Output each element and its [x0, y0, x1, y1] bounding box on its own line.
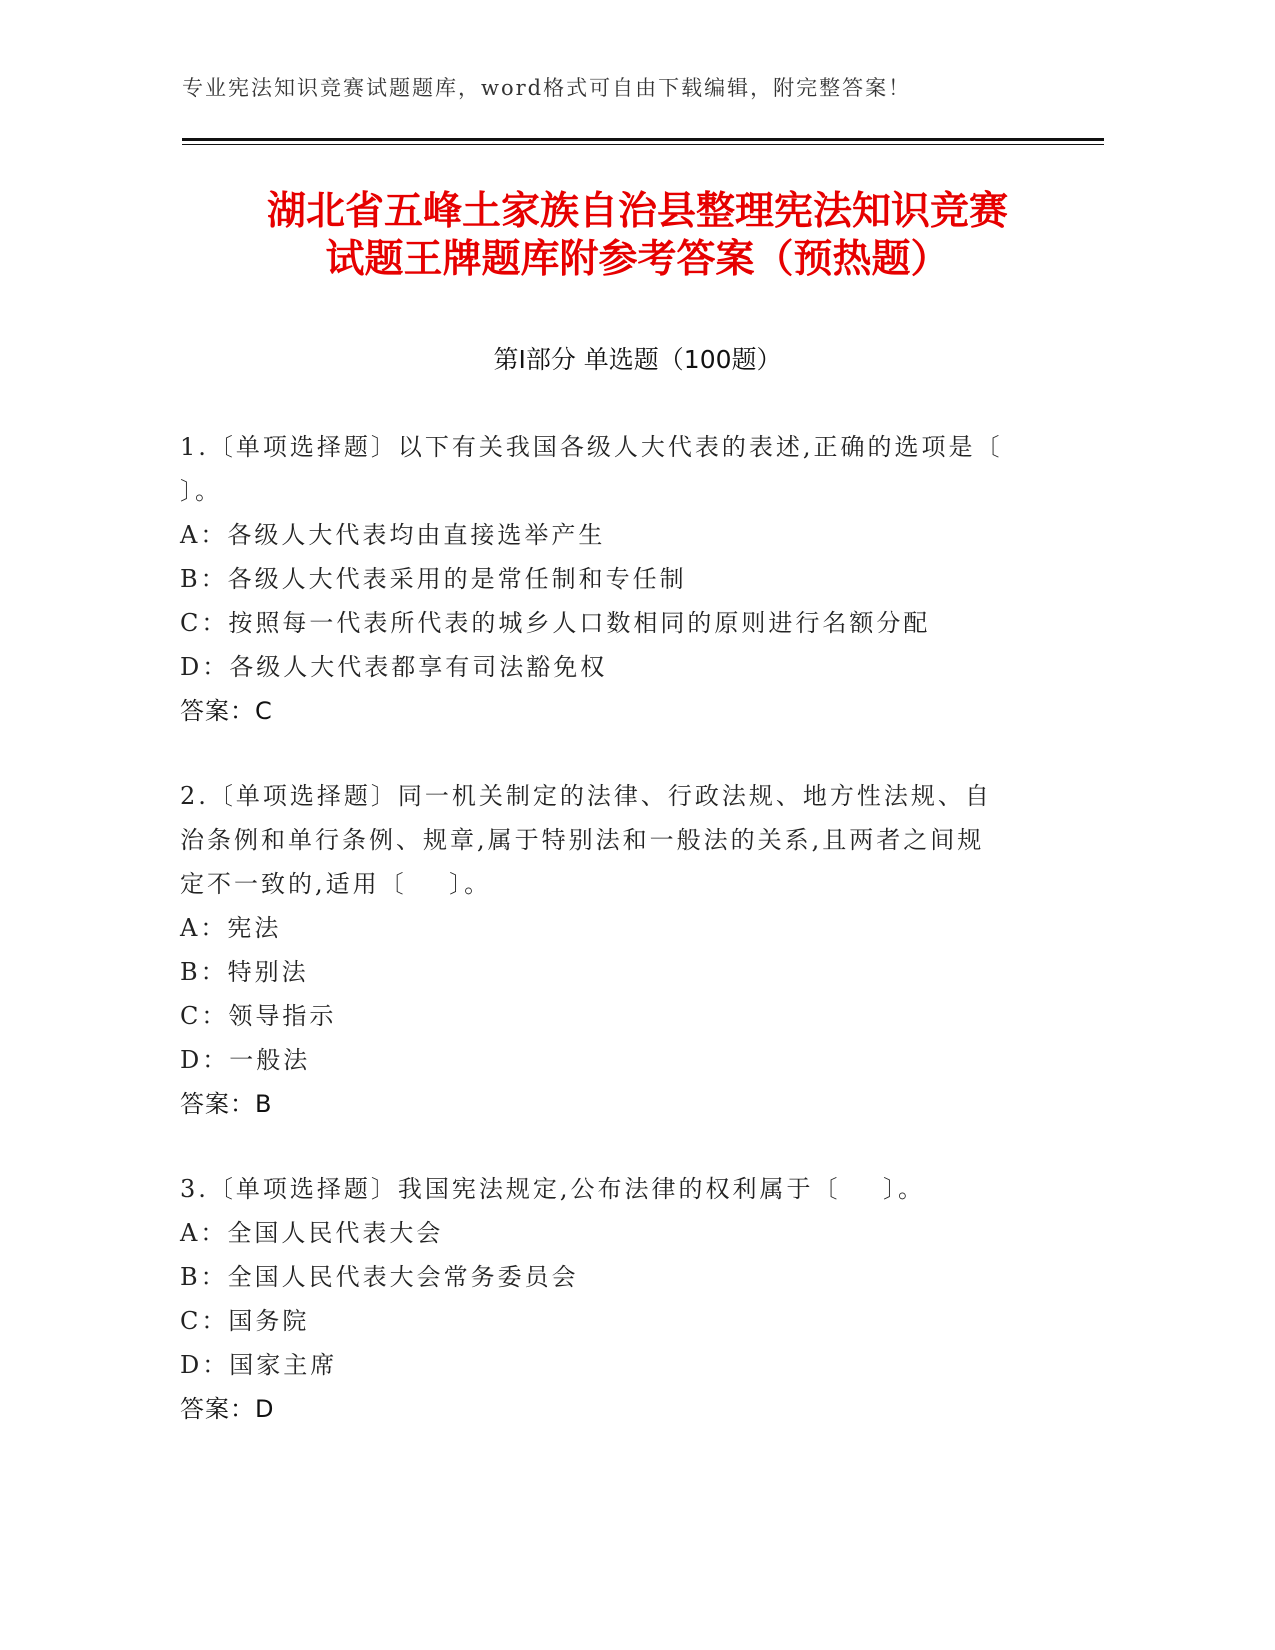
- option-d: D：国家主席: [180, 1351, 338, 1379]
- option-c: C：领导指示: [180, 1002, 337, 1030]
- question-text-line: 3.〔单项选择题〕我国宪法规定,公布法律的权利属于〔 〕。: [180, 1175, 926, 1203]
- question-list: [180, 425, 1080, 1472]
- option-a: A：宪法: [180, 914, 282, 942]
- question-text-line: 定不一致的,适用〔 〕。: [180, 870, 492, 898]
- header-rule-thick: [182, 138, 1104, 141]
- document-title-line-2: 试题王牌题库附参考答案（预热题）: [325, 237, 950, 282]
- header-rule-thin: [182, 144, 1104, 145]
- question-text-line: 治条例和单行条例、规章,属于特别法和一般法的关系,且两者之间规: [180, 826, 985, 854]
- question-1: [180, 425, 1080, 733]
- document-title: [150, 188, 1125, 284]
- option-b: B：各级人大代表采用的是常任制和专任制: [180, 565, 687, 593]
- answer: 答案：D: [180, 1395, 275, 1423]
- option-c: C：按照每一代表所代表的城乡人口数相同的原则进行名额分配: [180, 609, 931, 637]
- question-2: [180, 774, 1080, 1126]
- page-header-text: 专业宪法知识竞赛试题题库，word格式可自由下载编辑，附完整答案！: [182, 76, 912, 100]
- question-3: [180, 1167, 1080, 1431]
- option-b: B：特别法: [180, 958, 309, 986]
- document-title-line-1: 湖北省五峰土家族自治县整理宪法知识竞赛: [266, 189, 1008, 234]
- question-text-line: 2.〔单项选择题〕同一机关制定的法律、行政法规、地方性法规、自: [180, 782, 992, 810]
- option-a: A：各级人大代表均由直接选举产生: [180, 521, 606, 549]
- answer: 答案：C: [180, 697, 273, 725]
- option-b: B：全国人民代表大会常务委员会: [180, 1263, 579, 1291]
- question-text-line: 1.〔单项选择题〕以下有关我国各级人大代表的表述,正确的选项是〔: [180, 433, 1003, 461]
- option-a: A：全国人民代表大会: [180, 1219, 444, 1247]
- answer: 答案：B: [180, 1090, 273, 1118]
- option-d: D：一般法: [180, 1046, 311, 1074]
- option-c: C：国务院: [180, 1307, 310, 1335]
- section-title: 第Ⅰ部分 单选题（100题）: [493, 345, 782, 374]
- question-text-line: 〕。: [180, 477, 222, 505]
- option-d: D：各级人大代表都享有司法豁免权: [180, 653, 608, 681]
